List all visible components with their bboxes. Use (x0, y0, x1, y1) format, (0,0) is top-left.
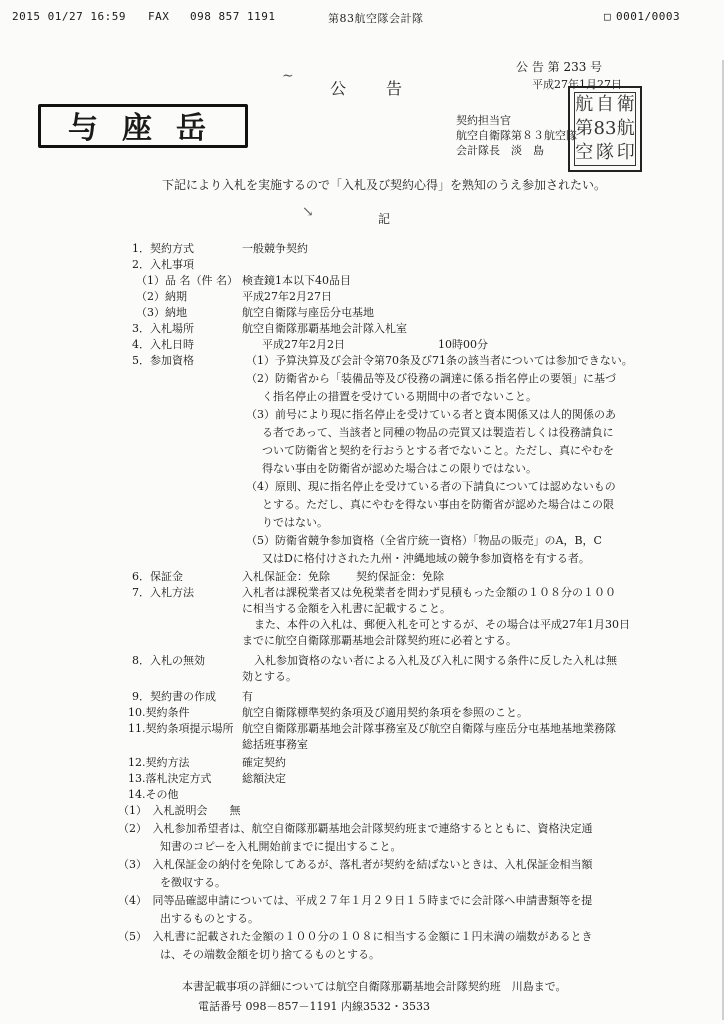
others-line: （2） 入札参加希望者は、航空自衛隊那覇基地会計隊契約班まで連絡するとともに、資格決定通 (118, 822, 593, 835)
seal-char: 空 (575, 142, 594, 163)
others-line: （5） 入札書に記載された金額の１００分の１０８に相当する金額に１円未満の端数があるとき (118, 930, 593, 943)
page-title: 公告 (330, 79, 443, 98)
officer-line-1: 契約担当官 (456, 114, 511, 127)
item-value-cont: 総括班事務室 (242, 738, 308, 751)
method-line: また、本件の入札は、郵便入札を可とするが、その場合は平成27年1月30日 (254, 618, 630, 631)
method-line: までに航空自衛隊那覇基地会計隊契約班に必着とする。 (242, 634, 517, 647)
seal-char: 衛 (616, 94, 635, 115)
item-label: （3）納地 (136, 306, 187, 319)
item-label: 7．入札方法 (132, 586, 194, 599)
item-value: 航空自衛隊那覇基地会計隊入札室 (242, 322, 407, 335)
item-label: （2）納期 (136, 290, 187, 303)
item-value-2: 10時00分 (438, 338, 488, 351)
others-line: （1） 入札説明会 無 (118, 804, 241, 817)
item-label: 6．保証金 (132, 570, 183, 583)
qualification-line: 又はDに格付けされた九州・沖縄地域の競争参加資格を有する者。 (262, 552, 590, 565)
others-line: （3） 入札保証金の納付を免除してあるが、落札者が契約を結ばないときは、入札保証金相当額 (118, 858, 593, 871)
footer-phone: 電話番号 098－857－1191 内線3532・3533 (198, 1000, 430, 1013)
seal-char: 航 (616, 118, 635, 139)
item-value: 平成27年2月2日 (262, 338, 345, 351)
qualification-line: （2）防衛省から「装備品等及び役務の調達に係る指名停止の要領」に基づ (246, 372, 616, 385)
item-label: 9．契約書の作成 (132, 690, 216, 703)
official-seal (568, 86, 642, 172)
item-value: 有 (242, 690, 253, 703)
item-value: 平成27年2月27日 (242, 290, 332, 303)
fax-page: 0001/0003 (616, 10, 681, 23)
location-stamp: 与座岳 (38, 104, 248, 148)
officer-line-3: 会計隊長 淡 島 (456, 144, 544, 157)
seal-char: 航 (575, 94, 594, 115)
item-value: 総額決定 (242, 772, 286, 785)
fax-label: FAX (148, 10, 170, 23)
others-line: は、その端数金額を切り捨てるものとする。 (160, 948, 380, 961)
seal-char: 自 (596, 94, 614, 115)
qualification-line: （1）予算決算及び会計令第70条及び71条の該当者については参加できない。 (246, 354, 633, 367)
seal-char: 隊 (596, 142, 614, 163)
invalid-line: 入札参加資格のない者による入札及び入札に関する条件に反した入札は無 (254, 654, 617, 667)
item-label: 14.その他 (128, 788, 179, 801)
scan-mark: ∼ (282, 68, 294, 84)
seal-char: 第 (575, 118, 594, 139)
item-label: （1）品 名（件 名） (136, 274, 238, 287)
item-label: 12.契約方法 (128, 756, 190, 769)
ki-heading: 記 (378, 212, 391, 226)
item-value-2: 契約保証金：免除 (356, 570, 444, 583)
qualification-line: （5）防衛省競争参加資格（全省庁統一資格）「物品の販売」のA，B，C (246, 534, 602, 547)
scan-mark: ↘ (302, 204, 314, 220)
others-line: 出するものとする。 (160, 912, 259, 925)
item-value: 検査鏡1本以下40品目 (242, 274, 351, 287)
seal-char: 印 (616, 142, 635, 163)
intro-text: 下記により入札を実施するので「入札及び契約心得」を熟知のうえ参加されたい。 (162, 178, 607, 192)
others-line: を徴収する。 (160, 876, 226, 889)
qualification-line: る者であって、当該者と同種の物品の売買又は製造若しくは役務請負に (262, 426, 614, 439)
others-line: （4） 同等品確認申請については、平成２７年１月２９日１５時までに会計隊へ申請書類等を提 (118, 894, 593, 907)
qualification-line: とする。ただし、真にやむを得ない事由を防衛省が認めた場合はこの限 (262, 498, 614, 511)
method-line: に相当する金額を入札書に記載すること。 (242, 602, 451, 615)
item-label: 11.契約条項提示場所 (128, 722, 234, 735)
qualification-line: ついて防衛省と契約を行おうとする者でないこと。ただし、真にやむを (262, 444, 614, 457)
item-value: 航空自衛隊与座岳分屯基地 (242, 306, 374, 319)
fax-number: 098 857 1191 (190, 10, 276, 23)
qualification-line: （3）前号により現に指名停止を受けている者と資本関係又は人的関係のあ (246, 408, 616, 421)
fax-timestamp: 2015 01/27 16:59 (12, 10, 126, 23)
others-line: 知書のコピーを入札開始前までに提出すること。 (160, 840, 402, 853)
officer-line-2: 航空自衛隊第８３航空隊 (456, 129, 577, 142)
seal-char: 83 (593, 118, 617, 139)
qualification-line: りではない。 (262, 516, 328, 529)
item-label: 8．入札の無効 (132, 654, 205, 667)
item-label: 1．契約方式 (132, 242, 194, 255)
item-value: 航空自衛隊標準契約条項及び適用契約条項を参照のこと。 (242, 706, 528, 719)
item-value: 航空自衛隊那覇基地会計隊事務室及び航空自衛隊与座岳分屯基地基地業務隊 (242, 722, 616, 735)
page-icon: □ (604, 10, 612, 23)
fax-sender: 第83航空隊会計隊 (328, 12, 424, 25)
method-line: 入札者は課税業者又は免税業者を問わず見積もった金額の１０８分の１００ (242, 586, 616, 599)
item-value: 入札保証金：免除 (242, 570, 330, 583)
qualification-line: （4）原則、現に指名停止を受けている者の下請負については認めないもの (246, 480, 616, 493)
item-label: 2．入札事項 (132, 258, 194, 271)
invalid-line: 効とする。 (242, 670, 297, 683)
notice-date: 平成27年1月27日 (532, 78, 622, 91)
footer-contact: 本書記載事項の詳細については航空自衛隊那覇基地会計隊契約班 川島まで。 (182, 980, 567, 993)
item-label: 5．参加資格 (132, 354, 194, 367)
item-label: 10.契約条件 (128, 706, 190, 719)
item-value: 一般競争契約 (242, 242, 308, 255)
item-label: 4．入札日時 (132, 338, 194, 351)
qualification-line: く指名停止の措置を受けている期間中の者でないこと。 (262, 390, 537, 403)
qualification-line: 得ない事由を防衛省が認めた場合はこの限りではない。 (262, 462, 537, 475)
item-value: 確定契約 (242, 756, 286, 769)
item-label: 3．入札場所 (132, 322, 194, 335)
item-label: 13.落札決定方式 (128, 772, 212, 785)
notice-number: 公 告 第 233 号 (516, 60, 603, 74)
